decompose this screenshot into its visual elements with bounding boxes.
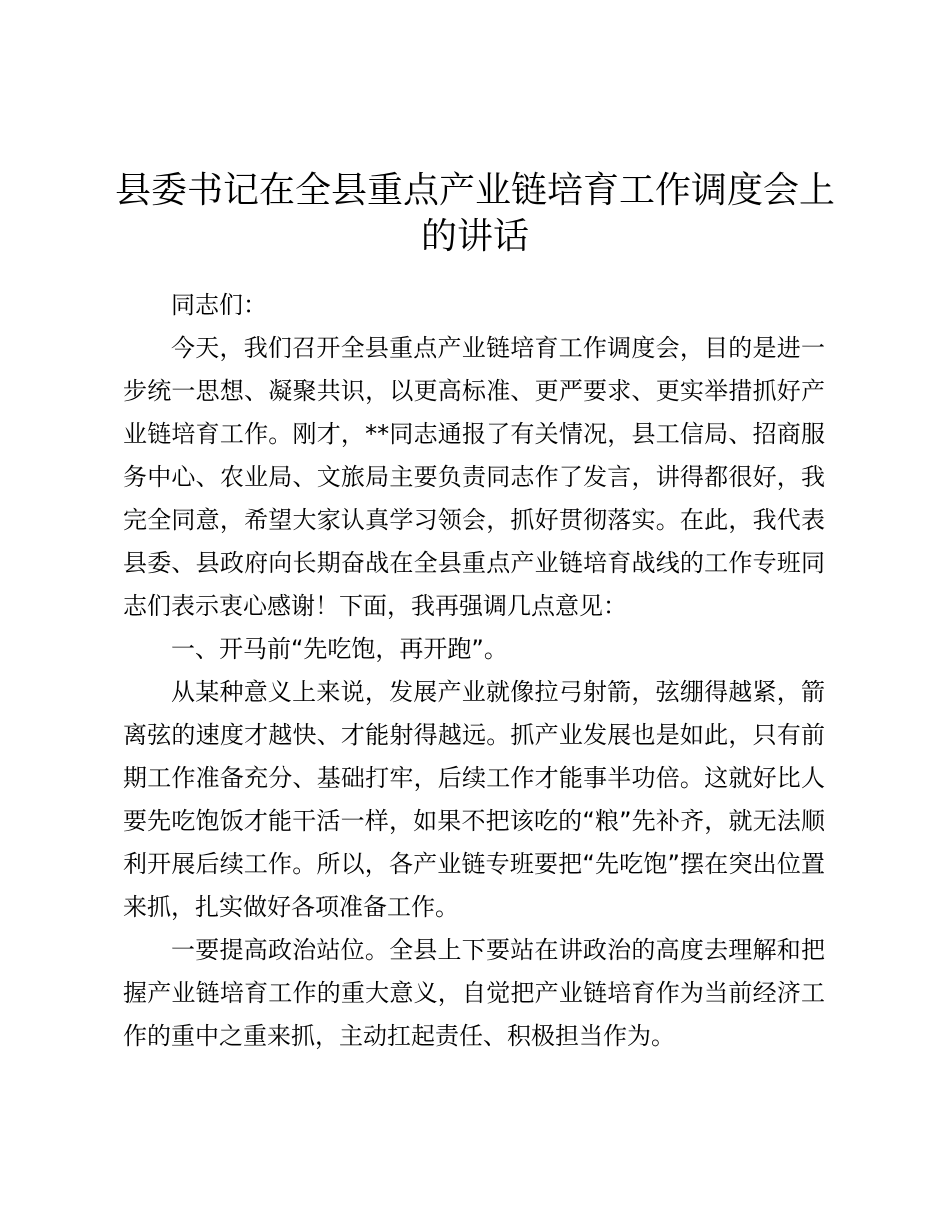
salutation: 同志们： [171, 291, 267, 319]
paragraph-political-stance: 一要提高政治站位。全县上下要站在讲政治的高度去理解和把握产业链培育工作的重大意义，自觉把产业链培育作为当前经济工作的重中之重来抓，主动扛起责任、积极担当作为。 [123, 936, 825, 1050]
document-title [100, 168, 850, 260]
title-line-1: 县委书记在全县重点产业链培育工作调度会上 [114, 170, 835, 211]
title-line-2: 的讲话 [420, 216, 529, 257]
paragraph-preparation: 从某种意义上来说，发展产业就像拉弓射箭，弦绷得越紧，箭离弦的速度才越快、才能射得越远。抓产业发展也是如此，只有前期工作准备充分、基础打牢，后续工作才能事半功倍。这就好比人要先吃饱饭才能干活一样，如果不把该吃的“粮”先补齐，就无法顺利开展后续工作。所以，各产业链专班要把“先吃饱”摆在突出位置来抓，扎实做好各项准备工作。 [123, 678, 825, 921]
paragraph-opening: 今天，我们召开全县重点产业链培育工作调度会，目的是进一步统一思想、凝聚共识，以更高标准、更严要求、更实举措抓好产业链培育工作。刚才，**同志通报了有关情况，县工信局、招商服务中心、农业局、文旅局主要负责同志作了发言，讲得都很好，我完全同意，希望大家认真学习领会，抓好贯彻落实。在此，我代表县委、县政府向长期奋战在全县重点产业链培育战线的工作专班同志们表示衷心感谢！下面，我再强调几点意见： [123, 334, 825, 620]
section-heading-1: 一、开马前“先吃饱，再开跑”。 [171, 635, 508, 663]
document-body [123, 284, 825, 1058]
